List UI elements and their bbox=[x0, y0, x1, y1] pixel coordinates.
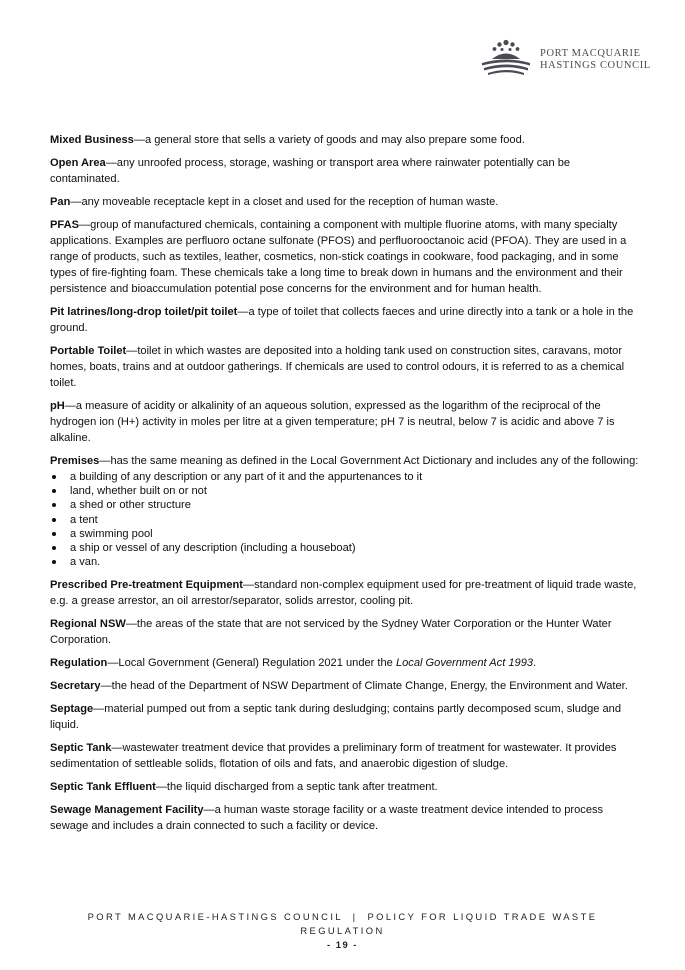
definition-text: —material pumped out from a septic tank during desludging; contains partly decomposed scum, sludge and liquid. bbox=[50, 703, 622, 732]
definition-text: —group of manufactured chemicals, containing a component with multiple fluorine atoms, with many specialty applications. Examples are perfluoro octane sulfonate (PFOS) and perfluorooctanoic acid (PFOA). They are used in a range of products, such as textiles, leather, cosmetics, non-stick coatings in cookware, food packaging, and in some types of fire-fighting foam. These chemicals take a long time to break down in humans and the environment and their persistence and bioaccumulation potential pose concerns for the environment and for human health. bbox=[50, 219, 627, 295]
definition-text: —has the same meaning as defined in the Local Government Act Dictionary and includes any of the following: bbox=[99, 455, 639, 467]
definition-septic-tank bbox=[50, 740, 640, 772]
definition-mixed-business bbox=[50, 132, 640, 148]
definition-term: Secretary bbox=[50, 680, 101, 693]
council-name-line1: PORT MACQUARIE bbox=[540, 48, 641, 59]
council-logo bbox=[478, 38, 651, 78]
definition-text: —a type of toilet that collects faeces and urine directly into a tank or a hole in the ground. bbox=[50, 306, 634, 334]
definition-term: Mixed Business bbox=[50, 134, 134, 146]
footer-title-line2: REGULATION bbox=[300, 925, 385, 936]
definition-portable-toilet bbox=[50, 343, 640, 391]
definition-text: —Local Government (General) Regulation 2021 under the bbox=[107, 657, 396, 670]
list-item: land, whether built on or not bbox=[50, 484, 640, 498]
definition-regional-nsw bbox=[50, 616, 640, 648]
definition-text: —any moveable receptacle kept in a closet and used for the reception of human waste. bbox=[70, 196, 499, 208]
definition-septic-tank-effluent bbox=[50, 779, 640, 795]
definition-regulation bbox=[50, 655, 640, 671]
page-footer bbox=[60, 910, 625, 952]
page-number: - 19 - bbox=[327, 939, 358, 950]
definition-term: Pan bbox=[50, 196, 71, 208]
definition-term: Septic Tank Effluent bbox=[50, 781, 156, 794]
definition-term: Prescribed Pre-treatment Equipment bbox=[50, 579, 243, 592]
footer-title-line1: PORT MACQUARIE-HASTINGS COUNCIL | POLICY FOR LIQUID TRADE WASTE bbox=[87, 911, 598, 922]
definitions-body bbox=[50, 132, 640, 841]
definition-text: —wastewater treatment device that provides a preliminary form of treatment for wastewater. It provides sedimentation of settleable solids, flotation of oils and fats, and anaerobic digestion of sludge. bbox=[50, 742, 617, 771]
definition-pfas bbox=[50, 217, 640, 297]
definition-premises bbox=[50, 453, 640, 469]
definition-text: —standard non-complex equipment used for pre-treatment of liquid trade waste, e.g. a grease arrestor, an oil arrestor/separator, solids arrestor, cooling pit. bbox=[50, 579, 637, 608]
definition-text: —a measure of acidity or alkalinity of an aqueous solution, expressed as the logarithm of the reciprocal of the hydrogen ion (H+) activity in moles per litre at a given temperature; pH 7 is neutral, below 7 is acidic and above 7 is alkaline. bbox=[50, 400, 615, 444]
definition-term: Premises bbox=[50, 455, 100, 467]
list-item: a van. bbox=[50, 555, 640, 569]
definition-text: —any unroofed process, storage, washing or transport area where rainwater potentially can be contaminated. bbox=[50, 157, 571, 185]
council-name bbox=[540, 48, 651, 72]
definition-ph bbox=[50, 398, 640, 446]
list-item: a ship or vessel of any description (including a houseboat) bbox=[50, 541, 640, 555]
definition-sewage-management-facility bbox=[50, 802, 640, 834]
sunrise-water-logo-icon bbox=[478, 38, 534, 78]
premises-list bbox=[50, 470, 640, 569]
definition-tail: . bbox=[533, 657, 537, 670]
definition-text: —toilet in which wastes are deposited into a holding tank used on construction sites, caravans, motor homes, boats, trains and at outdoor gatherings. If chemicals are used to control odours, it is referred to as a chemical toilet. bbox=[50, 345, 625, 389]
act-title: Local Government Act 1993 bbox=[395, 657, 534, 670]
definition-pan bbox=[50, 194, 640, 210]
definition-text: —a human waste storage facility or a waste treatment device intended to process sewage and includes a drain connected to such a facility or device. bbox=[50, 804, 604, 833]
definition-open-area bbox=[50, 155, 640, 187]
definition-term: Regional NSW bbox=[50, 618, 126, 631]
definition-secretary bbox=[50, 678, 640, 694]
definition-term: PFAS bbox=[50, 219, 79, 231]
definition-text: —the head of the Department of NSW Department of Climate Change, Energy, the Environment and Water. bbox=[100, 680, 628, 693]
definition-prescribed-pretreatment bbox=[50, 577, 640, 609]
definition-term: Septic Tank bbox=[50, 742, 112, 755]
definition-term: Portable Toilet bbox=[50, 345, 127, 357]
list-item: a swimming pool bbox=[50, 527, 640, 541]
definition-text: —the areas of the state that are not serviced by the Sydney Water Corporation or the Hunter Water Corporation. bbox=[50, 618, 612, 647]
list-item: a shed or other structure bbox=[50, 498, 640, 512]
definition-pit-latrines bbox=[50, 304, 640, 336]
definition-term: Pit latrines/long-drop toilet/pit toilet bbox=[50, 306, 238, 318]
definition-term: Sewage Management Facility bbox=[50, 804, 204, 817]
definition-term: Open Area bbox=[50, 157, 106, 169]
definition-septage bbox=[50, 701, 640, 733]
definition-text: —the liquid discharged from a septic tank after treatment. bbox=[155, 781, 438, 794]
definition-term: pH bbox=[50, 400, 65, 412]
definition-term: Regulation bbox=[50, 657, 108, 670]
council-name-line2: HASTINGS COUNCIL bbox=[540, 60, 651, 71]
list-item: a building of any description or any part of it and the appurtenances to it bbox=[50, 470, 640, 484]
definition-text: —a general store that sells a variety of goods and may also prepare some food. bbox=[133, 134, 525, 146]
list-item: a tent bbox=[50, 513, 640, 527]
definition-term: Septage bbox=[50, 703, 94, 716]
